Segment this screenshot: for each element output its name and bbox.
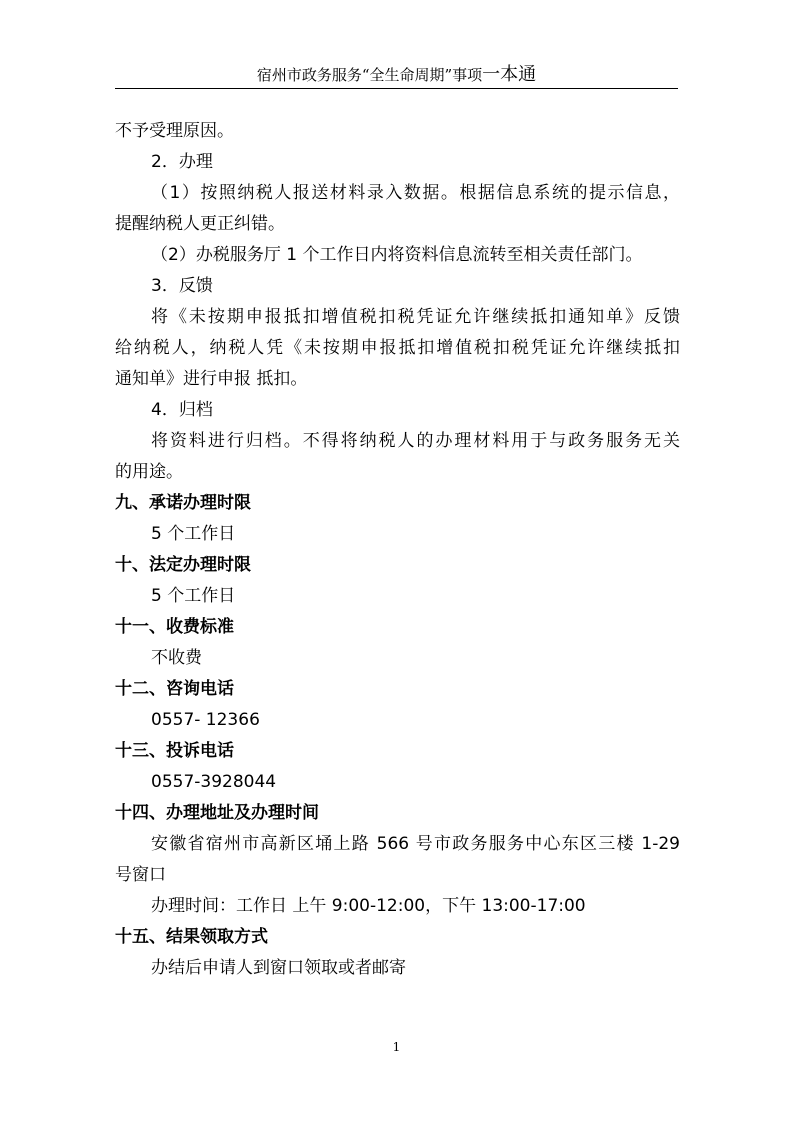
paragraph-line: （1）按照纳税人报送材料录入数据。根据信息系统的提示信息， (151, 183, 680, 203)
paragraph-line: 将资料进行归档。不得将纳税人的办理材料用于与政务服务无关 (151, 431, 680, 451)
section-value-hours: 办理时间：工作日 上午 9:00-12:00，下午 13:00-17:00 (151, 896, 586, 916)
subheading-handle: 2．办理 (151, 152, 213, 172)
header-suffix: 一本通 (482, 64, 537, 85)
document-body (115, 116, 680, 984)
paragraph-line: 的用途。 (115, 462, 183, 482)
section-value-legal-time: 5 个工作日 (151, 586, 236, 606)
section-value-address: 安徽省宿州市高新区埇上路 566 号市政务服务中心东区三楼 1-29 (151, 834, 680, 854)
paragraph-line: 给纳税人，纳税人凭《未按期申报抵扣增值税扣税凭证允许继续抵扣 (115, 338, 680, 358)
header-title: 宿州市政务服务“全生命周期”事项 (256, 66, 483, 84)
section-heading-legal-time: 十、法定办理时限 (115, 555, 251, 575)
page-number: 1 (392, 1040, 401, 1054)
section-value-fee: 不收费 (151, 648, 202, 668)
paragraph-line: 将《未按期申报抵扣增值税扣税凭证允许继续抵扣通知单》反馈 (151, 307, 680, 327)
section-value-result-pickup: 办结后申请人到窗口领取或者邮寄 (151, 958, 406, 978)
paragraph-line: （2）办税服务厅 1 个工作日内将资料信息流转至相关责任部门。 (151, 245, 643, 265)
paragraph-line: 通知单》进行申报 抵扣。 (115, 369, 308, 389)
section-value-complaint-phone: 0557-3928044 (151, 772, 277, 792)
section-heading-fee: 十一、收费标准 (115, 617, 234, 637)
page-header (0, 60, 793, 86)
section-heading-promised-time: 九、承诺办理时限 (115, 493, 251, 513)
header-rule (115, 88, 678, 89)
paragraph-line: 不予受理原因。 (115, 121, 234, 141)
paragraph-line: 提醒纳税人更正纠错。 (115, 214, 285, 234)
section-value-promised-time: 5 个工作日 (151, 524, 236, 544)
section-value-consult-phone: 0557- 12366 (151, 710, 260, 730)
subheading-feedback: 3．反馈 (151, 276, 213, 296)
section-heading-result-pickup: 十五、结果领取方式 (115, 927, 268, 947)
section-value-address-cont: 号窗口 (115, 865, 166, 885)
section-heading-consult-phone: 十二、咨询电话 (115, 679, 234, 699)
section-heading-address: 十四、办理地址及办理时间 (115, 803, 319, 823)
section-heading-complaint-phone: 十三、投诉电话 (115, 741, 234, 761)
subheading-archive: 4．归档 (151, 400, 213, 420)
